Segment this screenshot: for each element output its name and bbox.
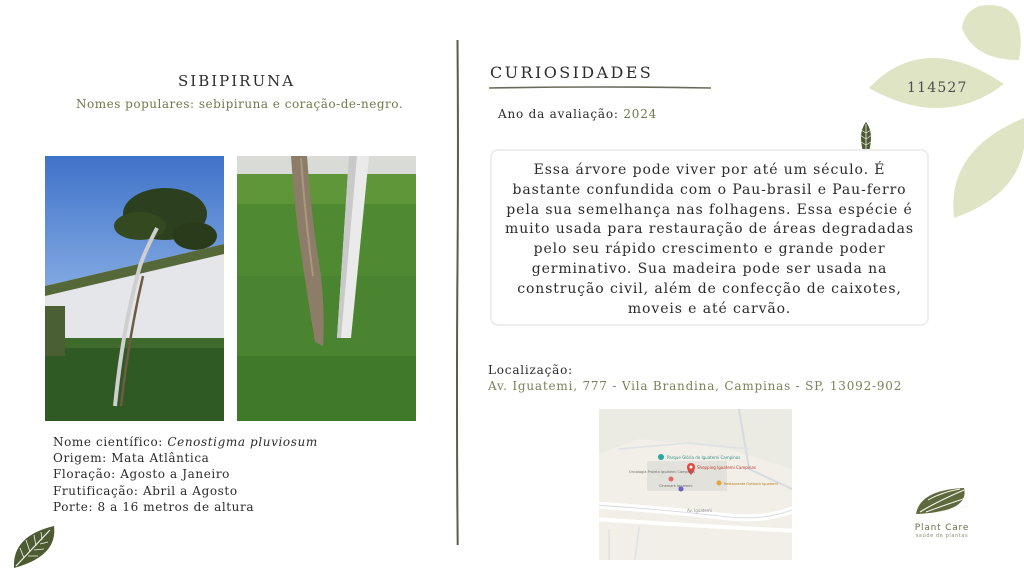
curiosities-text: Essa árvore pode viver por até um século. É bastante confundida com o Pau-brasil e Pau-ferro pela sua semelhança nas folhagens. Essa espécie é muito usada para restauração de áreas degradadas pelo seu rápido crescimento e grande poder germinativo. Sua madeira pode ser usada na construção civil, além de confecção de caixotes, moveis e até carvão. — [505, 162, 914, 317]
leaf-icon — [10, 522, 60, 576]
size: Porte: 8 a 16 metros de altura — [53, 499, 255, 514]
plant-facts — [53, 434, 318, 515]
brand-name: Plant Care — [914, 523, 970, 533]
scientific-name-value: Cenostigma pluviosum — [167, 435, 318, 449]
decorative-leaves — [854, 0, 1024, 230]
fruiting: Frutificação: Abril a Agosto — [53, 483, 238, 498]
year-label: Ano da avaliação: — [498, 107, 624, 121]
map-label-park: Parque Glória do Iguatemi Campinas — [667, 455, 741, 460]
tree-photo-full — [45, 156, 224, 421]
tree-trunk-photo — [237, 156, 416, 421]
origin: Origem: Mata Atlântica — [53, 451, 210, 466]
title-underline — [489, 86, 711, 90]
location-address: Av. Iguatemi, 777 - Vila Brandina, Campinas - SP, 13092-902 — [488, 379, 903, 393]
scientific-name-label: Nome científico: — [53, 435, 168, 449]
brand-leaf-icon — [912, 486, 972, 518]
column-divider — [456, 40, 459, 545]
map-label-road: Av. Iguatemi — [687, 508, 712, 513]
flowering: Floração: Agosto a Janeiro — [53, 467, 230, 482]
brand-logo — [904, 486, 980, 542]
scientific-name-row — [53, 434, 318, 450]
map-label-shopping: Shopping Iguatemi Campinas — [697, 465, 756, 470]
map-label-oncologia: Oncologia Projeto Iguatemi Campinas — [629, 470, 695, 474]
map-label-restaurant: Restaurante Outback Iguatemi — [724, 482, 778, 486]
brand-tagline: saúde de plantas — [915, 533, 969, 539]
curiosities-title: CURIOSIDADES — [490, 63, 654, 82]
year-value: 2024 — [623, 107, 658, 121]
location-map[interactable] — [599, 409, 792, 560]
evaluation-year — [498, 107, 657, 121]
location-label: Localização: — [488, 363, 573, 377]
popular-names: Nomes populares: sebipiruna e coração-de-negro. — [76, 97, 404, 111]
map-label-cinemark: Cinemark Iguatemi — [659, 484, 693, 488]
tree-code: 114527 — [907, 80, 968, 96]
plant-name: SIBIPIRUNA — [178, 72, 296, 90]
